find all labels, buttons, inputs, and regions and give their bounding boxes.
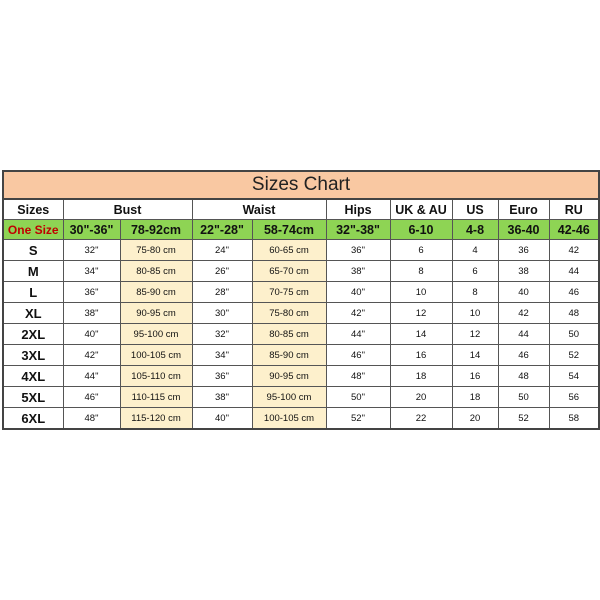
column-header: RU [549,199,599,220]
cell-us: 18 [452,387,498,408]
cell-bust-cm: 85-90 cm [120,282,192,303]
cell-waist-in: 26" [192,261,252,282]
cell-hips: 52" [326,408,390,430]
table-row [3,387,599,408]
cell-ru: 44 [549,261,599,282]
cell-size: S [3,240,63,261]
cell-waist-cm: 95-100 cm [252,387,326,408]
cell-waist-in: 40" [192,408,252,430]
cell-ru: 58 [549,408,599,430]
cell-us: 6 [452,261,498,282]
size-chart [2,170,598,430]
one-size-uk-au: 6-10 [390,220,452,240]
size-table [2,170,600,430]
cell-hips: 38" [326,261,390,282]
cell-waist-in: 32" [192,324,252,345]
cell-uk-au: 20 [390,387,452,408]
column-header: Hips [326,199,390,220]
cell-waist-cm: 70-75 cm [252,282,326,303]
cell-euro: 52 [498,408,549,430]
cell-ru: 42 [549,240,599,261]
cell-bust-cm: 110-115 cm [120,387,192,408]
column-header: Bust [63,199,192,220]
header-row [3,199,599,220]
one-size-hips: 32"-38" [326,220,390,240]
cell-uk-au: 12 [390,303,452,324]
column-header: Sizes [3,199,63,220]
one-size-bust-in: 30"-36" [63,220,120,240]
cell-bust-cm: 80-85 cm [120,261,192,282]
cell-waist-cm: 75-80 cm [252,303,326,324]
cell-ru: 52 [549,345,599,366]
cell-waist-in: 38" [192,387,252,408]
cell-size: 5XL [3,387,63,408]
one-size-us: 4-8 [452,220,498,240]
cell-waist-cm: 90-95 cm [252,366,326,387]
cell-euro: 42 [498,303,549,324]
one-size-euro: 36-40 [498,220,549,240]
table-row [3,345,599,366]
cell-hips: 48" [326,366,390,387]
cell-uk-au: 10 [390,282,452,303]
cell-hips: 42" [326,303,390,324]
table-row [3,366,599,387]
one-size-ru: 42-46 [549,220,599,240]
one-size-waist-cm: 58-74cm [252,220,326,240]
cell-us: 12 [452,324,498,345]
cell-euro: 40 [498,282,549,303]
cell-size: XL [3,303,63,324]
table-row [3,303,599,324]
cell-bust-in: 40" [63,324,120,345]
cell-euro: 36 [498,240,549,261]
cell-bust-in: 48" [63,408,120,430]
cell-ru: 46 [549,282,599,303]
cell-euro: 44 [498,324,549,345]
cell-size: 4XL [3,366,63,387]
cell-us: 20 [452,408,498,430]
cell-bust-in: 46" [63,387,120,408]
cell-ru: 48 [549,303,599,324]
cell-hips: 44" [326,324,390,345]
one-size-size: One Size [3,220,63,240]
table-row [3,282,599,303]
cell-bust-in: 34" [63,261,120,282]
table-row [3,240,599,261]
cell-euro: 38 [498,261,549,282]
cell-uk-au: 6 [390,240,452,261]
cell-hips: 46" [326,345,390,366]
cell-size: 2XL [3,324,63,345]
cell-bust-cm: 75-80 cm [120,240,192,261]
cell-us: 8 [452,282,498,303]
cell-waist-cm: 85-90 cm [252,345,326,366]
cell-uk-au: 14 [390,324,452,345]
one-size-row [3,220,599,240]
cell-size: M [3,261,63,282]
column-header: Waist [192,199,326,220]
cell-waist-cm: 60-65 cm [252,240,326,261]
chart-title: Sizes Chart [3,171,599,199]
table-row [3,261,599,282]
cell-ru: 56 [549,387,599,408]
cell-size: L [3,282,63,303]
cell-bust-cm: 105-110 cm [120,366,192,387]
cell-euro: 50 [498,387,549,408]
column-header: UK & AU [390,199,452,220]
cell-bust-in: 36" [63,282,120,303]
cell-bust-in: 32" [63,240,120,261]
cell-bust-cm: 95-100 cm [120,324,192,345]
cell-ru: 50 [549,324,599,345]
one-size-bust-cm: 78-92cm [120,220,192,240]
table-row [3,324,599,345]
cell-hips: 36" [326,240,390,261]
cell-bust-in: 42" [63,345,120,366]
cell-us: 10 [452,303,498,324]
cell-ru: 54 [549,366,599,387]
cell-hips: 50" [326,387,390,408]
cell-waist-cm: 100-105 cm [252,408,326,430]
one-size-waist-in: 22"-28" [192,220,252,240]
table-row [3,408,599,430]
cell-bust-cm: 115-120 cm [120,408,192,430]
cell-waist-in: 36" [192,366,252,387]
cell-us: 14 [452,345,498,366]
cell-uk-au: 18 [390,366,452,387]
column-header: US [452,199,498,220]
cell-size: 6XL [3,408,63,430]
cell-bust-cm: 90-95 cm [120,303,192,324]
column-header: Euro [498,199,549,220]
cell-bust-in: 44" [63,366,120,387]
cell-euro: 46 [498,345,549,366]
cell-waist-in: 34" [192,345,252,366]
cell-uk-au: 22 [390,408,452,430]
cell-euro: 48 [498,366,549,387]
cell-us: 4 [452,240,498,261]
cell-waist-cm: 80-85 cm [252,324,326,345]
cell-waist-in: 28" [192,282,252,303]
cell-uk-au: 16 [390,345,452,366]
cell-waist-in: 30" [192,303,252,324]
cell-bust-in: 38" [63,303,120,324]
cell-bust-cm: 100-105 cm [120,345,192,366]
cell-uk-au: 8 [390,261,452,282]
cell-us: 16 [452,366,498,387]
cell-waist-cm: 65-70 cm [252,261,326,282]
cell-size: 3XL [3,345,63,366]
cell-waist-in: 24" [192,240,252,261]
cell-hips: 40" [326,282,390,303]
